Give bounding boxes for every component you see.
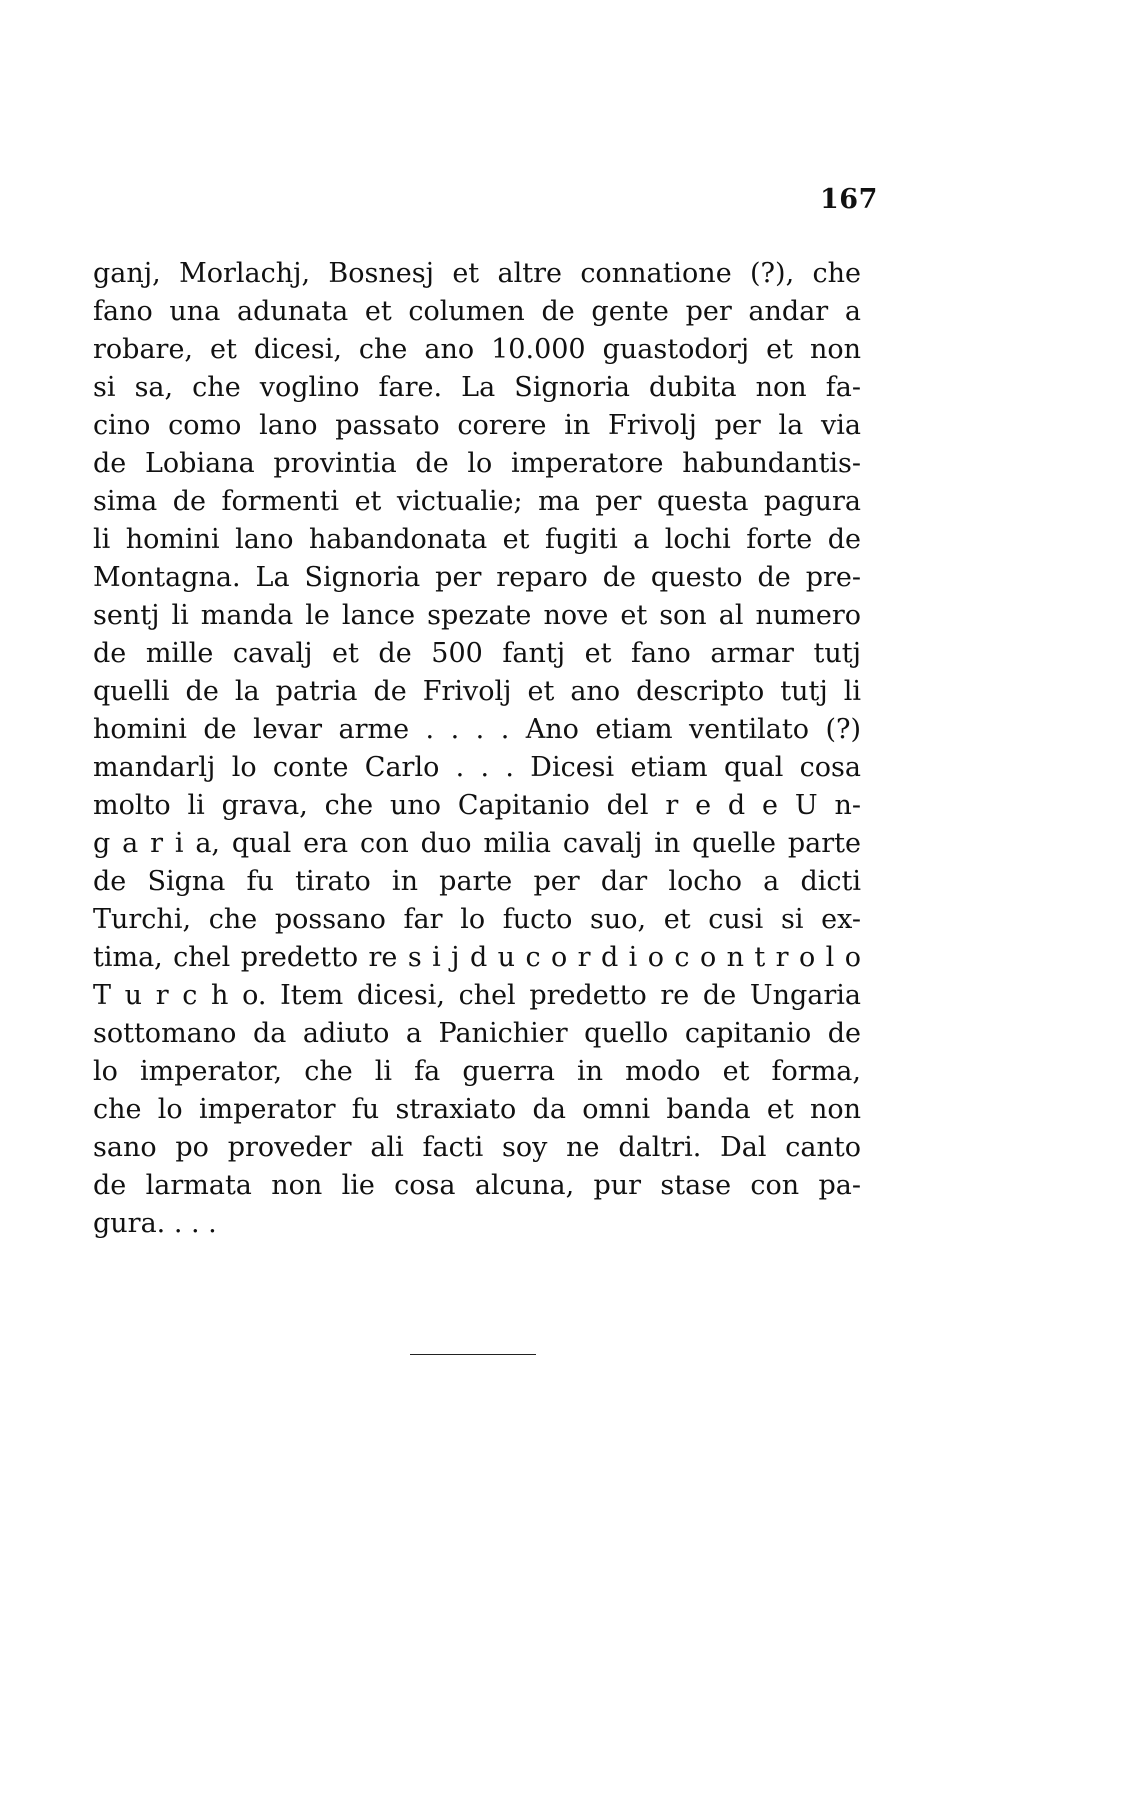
text-line: robare, et dicesi, che ano 10.000 guastodorj et non [93,334,861,365]
text-line: cino como lano passato corere in Frivolj per la via [93,410,861,441]
text-line: sentj li manda le lance spezate nove et son al numero [93,600,861,631]
text-line: sano po proveder ali facti soy ne daltri. Dal canto [93,1132,861,1163]
text-line: g a r i a, qual era con duo milia cavalj in quelle parte [93,828,861,859]
text-line: T u r c h o. Item dicesi, chel predetto re de Ungaria [93,980,861,1011]
text-line: ganj, Morlachj, Bosnesj et altre connatione (?), che [93,258,861,289]
text-line: fano una adunata et columen de gente per andar a [93,296,861,327]
text-line: che lo imperator fu straxiato da omni banda et non [93,1094,861,1125]
text-line: Turchi, che possano far lo fucto suo, et cusi si ex- [93,904,861,935]
text-line: sottomano da adiuto a Panichier quello capitanio de [93,1018,861,1049]
text-line: mandarlj lo conte Carlo . . . Dicesi etiam qual cosa [93,752,861,783]
text-line: gura. . . . [93,1208,217,1239]
text-line: de larmata non lie cosa alcuna, pur stase con pa- [93,1170,861,1201]
text-line: si sa, che voglino fare. La Signoria dubita non fa- [93,372,861,403]
text-line: Montagna. La Signoria per reparo de questo de pre- [93,562,861,593]
text-line: li homini lano habandonata et fugiti a lochi forte de [93,524,861,555]
body-text [93,255,861,1243]
page-number: 167 [820,184,878,215]
text-line: de Lobiana provintia de lo imperatore habundantis- [93,448,861,479]
section-divider [410,1354,536,1355]
text-line: homini de levar arme . . . . Ano etiam ventilato (?) [93,714,861,745]
text-line: molto li grava, che uno Capitanio del r e d e U n- [93,790,861,821]
text-line: de mille cavalj et de 500 fantj et fano armar tutj [93,638,861,669]
text-line: tima, chel predetto re s i j d u c o r d i o c o n t r o l o [93,942,861,973]
text-line: sima de formenti et victualie; ma per questa pagura [93,486,861,517]
text-line: quelli de la patria de Frivolj et ano descripto tutj li [93,676,861,707]
text-line: lo imperator, che li fa guerra in modo et forma, [93,1056,861,1087]
text-line: de Signa fu tirato in parte per dar locho a dicti [93,866,861,897]
